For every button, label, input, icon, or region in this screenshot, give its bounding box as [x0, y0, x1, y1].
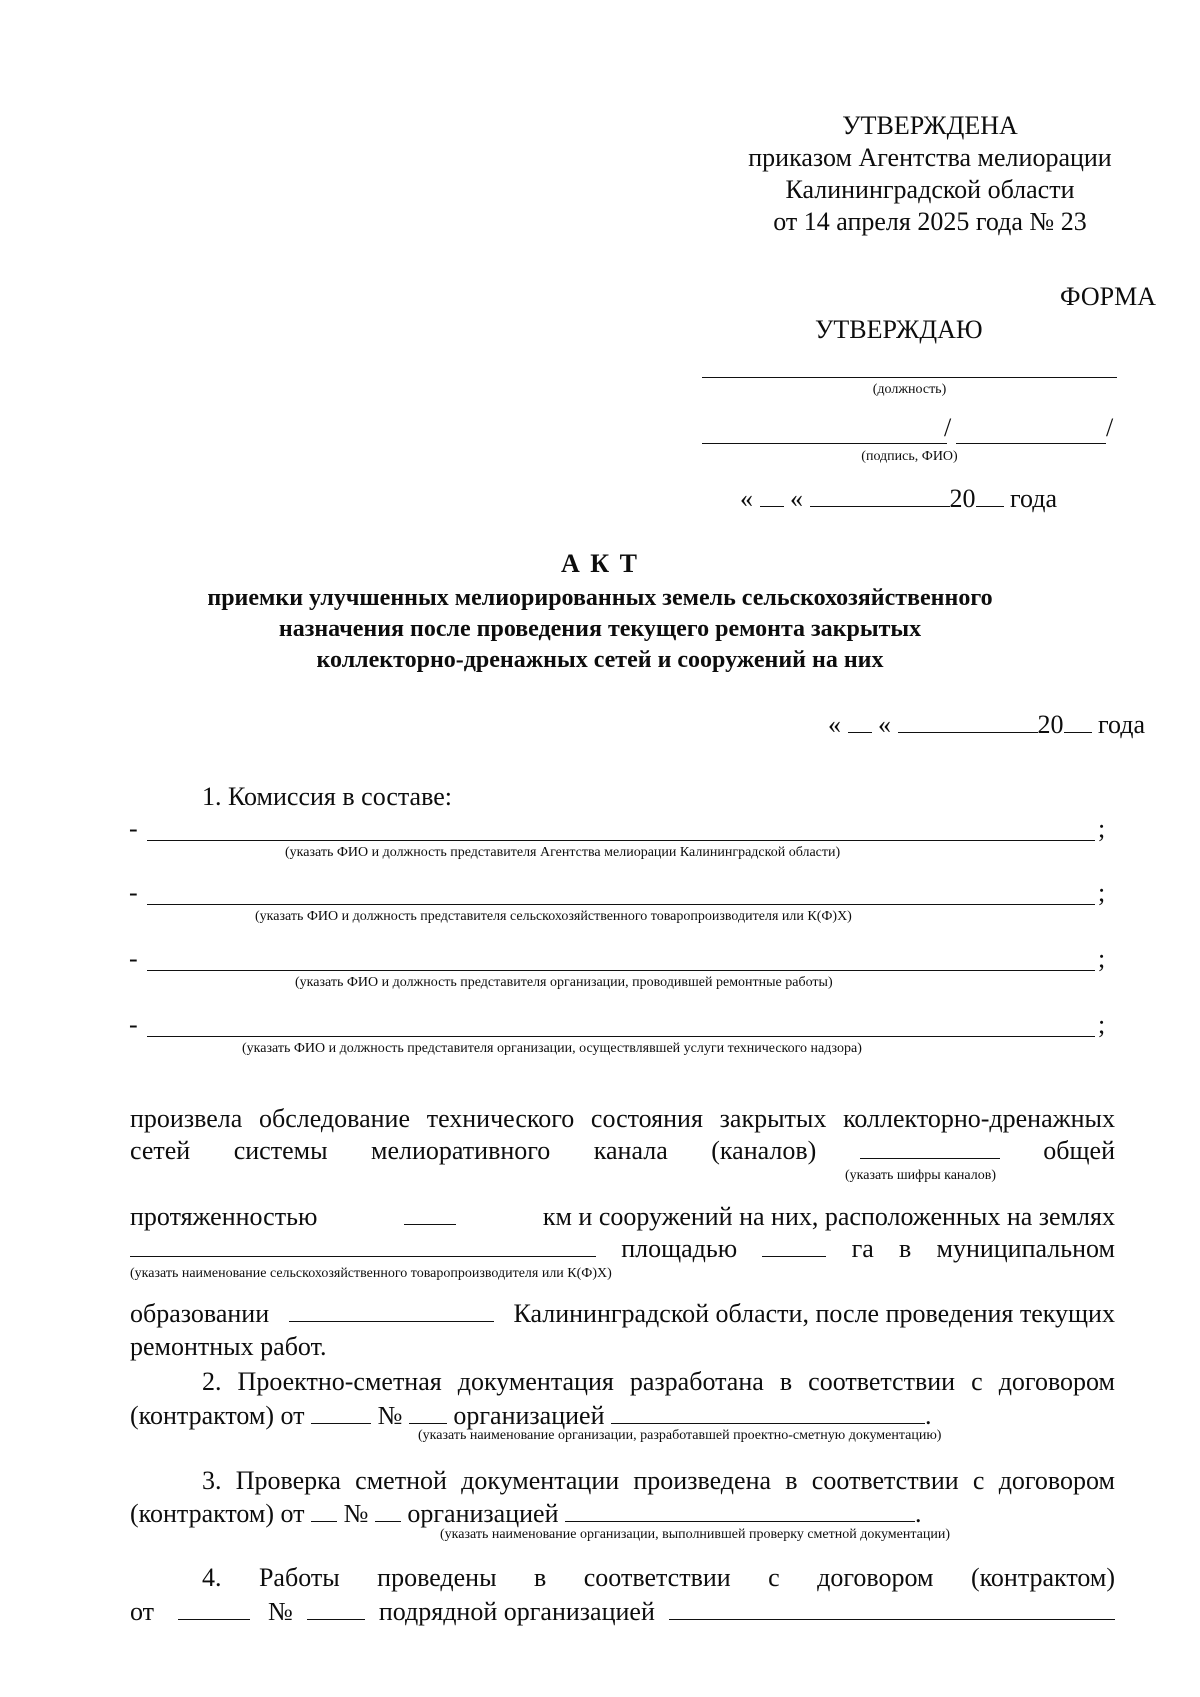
- approval-order: приказом Агентства мелиорации: [748, 143, 1112, 172]
- word: муниципальном: [936, 1234, 1115, 1263]
- year-suffix: года: [1010, 484, 1058, 513]
- position-hint: (должность): [872, 382, 947, 397]
- p1-line1: произвела обследование технического состояния закрытых коллекторно-дренажных: [130, 1104, 1115, 1133]
- signature-slash: /: [944, 413, 952, 442]
- word: (каналов): [711, 1136, 817, 1165]
- word: (контрактом) от: [130, 1401, 305, 1430]
- area-field[interactable]: [762, 1256, 826, 1257]
- p2-line2: [130, 1234, 1115, 1264]
- word: №: [377, 1401, 403, 1430]
- word: образовании: [130, 1299, 270, 1328]
- fio-slash: /: [1106, 413, 1114, 442]
- word: организацией: [407, 1499, 559, 1528]
- s3-contract-date-field[interactable]: [311, 1521, 337, 1522]
- p2-line1: [130, 1202, 1115, 1232]
- form-label: ФОРМА: [1060, 282, 1156, 311]
- signature-line[interactable]: [702, 443, 947, 444]
- canal-codes-field[interactable]: [860, 1158, 1000, 1159]
- s3-contract-number-field[interactable]: [375, 1521, 401, 1522]
- member-hint: (указать ФИО и должность представителя Агентства мелиорации Калининградской области): [285, 845, 841, 860]
- year-field[interactable]: [1064, 732, 1092, 733]
- dot: .: [925, 1401, 932, 1430]
- year-field[interactable]: [976, 506, 1004, 507]
- word: км и сооружений на них, расположенных на землях: [542, 1202, 1115, 1231]
- word: договором: [817, 1563, 934, 1592]
- approval-title: УТВЕРЖДЕНА: [842, 111, 1018, 140]
- word: с: [768, 1563, 780, 1592]
- s4-line1: [202, 1563, 1115, 1593]
- member-hint: (указать ФИО и должность представителя организации, осуществлявшей услуги технического надзора): [242, 1041, 862, 1056]
- word: сетей: [130, 1136, 191, 1165]
- approval-date: от 14 апреля 2025 года № 23: [773, 207, 1087, 236]
- p1-line2: [130, 1136, 1115, 1166]
- word: №: [268, 1597, 293, 1626]
- quote-open: «: [740, 484, 753, 513]
- word: 4.: [202, 1563, 222, 1592]
- word: Калининградской области, после проведения текущих: [513, 1299, 1115, 1328]
- quote-close: «: [790, 484, 803, 513]
- day-field[interactable]: [848, 732, 872, 733]
- member-semicolon: ;: [1098, 944, 1106, 973]
- member-field[interactable]: [147, 904, 1095, 905]
- act-date-line: [828, 710, 1145, 740]
- member-dash: -: [129, 878, 138, 907]
- word: общей: [1043, 1136, 1115, 1165]
- s4-contract-date-field[interactable]: [178, 1619, 250, 1620]
- position-line[interactable]: [702, 377, 1117, 378]
- word: в: [899, 1234, 912, 1263]
- canal-codes-hint: (указать шифры каналов): [845, 1168, 996, 1183]
- s3-hint: (указать наименование организации, выполнившей проверку сметной документации): [440, 1527, 950, 1542]
- s4-contract-number-field[interactable]: [307, 1619, 365, 1620]
- member-semicolon: ;: [1098, 878, 1106, 907]
- word: Работы: [258, 1563, 340, 1592]
- s2-organization-field[interactable]: [611, 1423, 925, 1424]
- s2-contract-number-field[interactable]: [409, 1423, 447, 1424]
- approve-date-line: [740, 484, 1057, 514]
- s3-organization-field[interactable]: [565, 1521, 915, 1522]
- s2-line2: [130, 1401, 932, 1431]
- p3-line1: [130, 1299, 1115, 1329]
- dot: .: [915, 1499, 922, 1528]
- quote-close: «: [878, 710, 891, 739]
- word: га: [851, 1234, 874, 1263]
- s3-line2: [130, 1499, 922, 1529]
- member-semicolon: ;: [1098, 1010, 1106, 1039]
- day-field[interactable]: [760, 506, 784, 507]
- member-field[interactable]: [147, 840, 1095, 841]
- p3-line2: ремонтных работ.: [130, 1332, 327, 1361]
- word: системы: [233, 1136, 328, 1165]
- member-field[interactable]: [147, 970, 1095, 971]
- s4-contractor-field[interactable]: [669, 1619, 1115, 1620]
- word: организацией: [453, 1401, 605, 1430]
- producer-hint: (указать наименование сельскохозяйственного товаропроизводителя или К(Ф)Х): [130, 1266, 612, 1281]
- commission-heading: 1. Комиссия в составе:: [202, 782, 452, 811]
- quote-open: «: [828, 710, 841, 739]
- member-dash: -: [129, 1010, 138, 1039]
- signature-hint: (подпись, ФИО): [861, 449, 958, 464]
- length-field[interactable]: [404, 1224, 456, 1225]
- approve-label: УТВЕРЖДАЮ: [815, 315, 983, 344]
- word: (контрактом) от: [130, 1499, 305, 1528]
- word: мелиоративного: [371, 1136, 551, 1165]
- word: №: [343, 1499, 369, 1528]
- member-hint: (указать ФИО и должность представителя сельскохозяйственного товаропроизводителя или К(Ф)Х): [255, 909, 852, 924]
- member-field[interactable]: [147, 1036, 1095, 1037]
- member-dash: -: [129, 944, 138, 973]
- member-dash: -: [129, 814, 138, 843]
- word: (контрактом): [970, 1563, 1115, 1592]
- s3-line1: 3. Проверка сметной документации произведена в соответствии с договором: [202, 1466, 1115, 1495]
- month-field[interactable]: [898, 732, 1038, 733]
- word: канала: [593, 1136, 668, 1165]
- word: в: [534, 1563, 547, 1592]
- word: подрядной организацией: [378, 1597, 655, 1626]
- act-subtitle-line1: приемки улучшенных мелиорированных земель сельскохозяйственного: [207, 585, 993, 611]
- word: площадью: [621, 1234, 738, 1263]
- word: проведены: [377, 1563, 497, 1592]
- s2-line1: 2. Проектно-сметная документация разработана в соответствии с договором: [202, 1367, 1115, 1396]
- s4-line2: [130, 1597, 1115, 1627]
- act-subtitle: [100, 583, 1100, 676]
- producer-field[interactable]: [130, 1256, 596, 1257]
- word: соответствии: [583, 1563, 731, 1592]
- year-suffix: года: [1098, 710, 1146, 739]
- act-subtitle-line2: назначения после проведения текущего ремонта закрытых: [278, 616, 922, 642]
- s2-contract-date-field[interactable]: [311, 1423, 371, 1424]
- s2-hint: (указать наименование организации, разработавшей проектно-сметную документацию): [418, 1428, 942, 1443]
- approval-region: Калининградской области: [785, 175, 1075, 204]
- fio-line[interactable]: [956, 443, 1106, 444]
- approval-block: [730, 110, 1130, 238]
- year-prefix: 20: [1037, 710, 1064, 739]
- word: протяженностью: [130, 1202, 318, 1231]
- member-hint: (указать ФИО и должность представителя организации, проводившей ремонтные работы): [295, 975, 833, 990]
- act-subtitle-line3: коллекторно-дренажных сетей и сооружений на них: [316, 647, 884, 673]
- word: от: [130, 1597, 155, 1626]
- act-title: А К Т: [561, 549, 639, 578]
- month-field[interactable]: [810, 506, 950, 507]
- year-prefix: 20: [949, 484, 976, 513]
- member-semicolon: ;: [1098, 814, 1106, 843]
- municipality-field[interactable]: [289, 1321, 494, 1322]
